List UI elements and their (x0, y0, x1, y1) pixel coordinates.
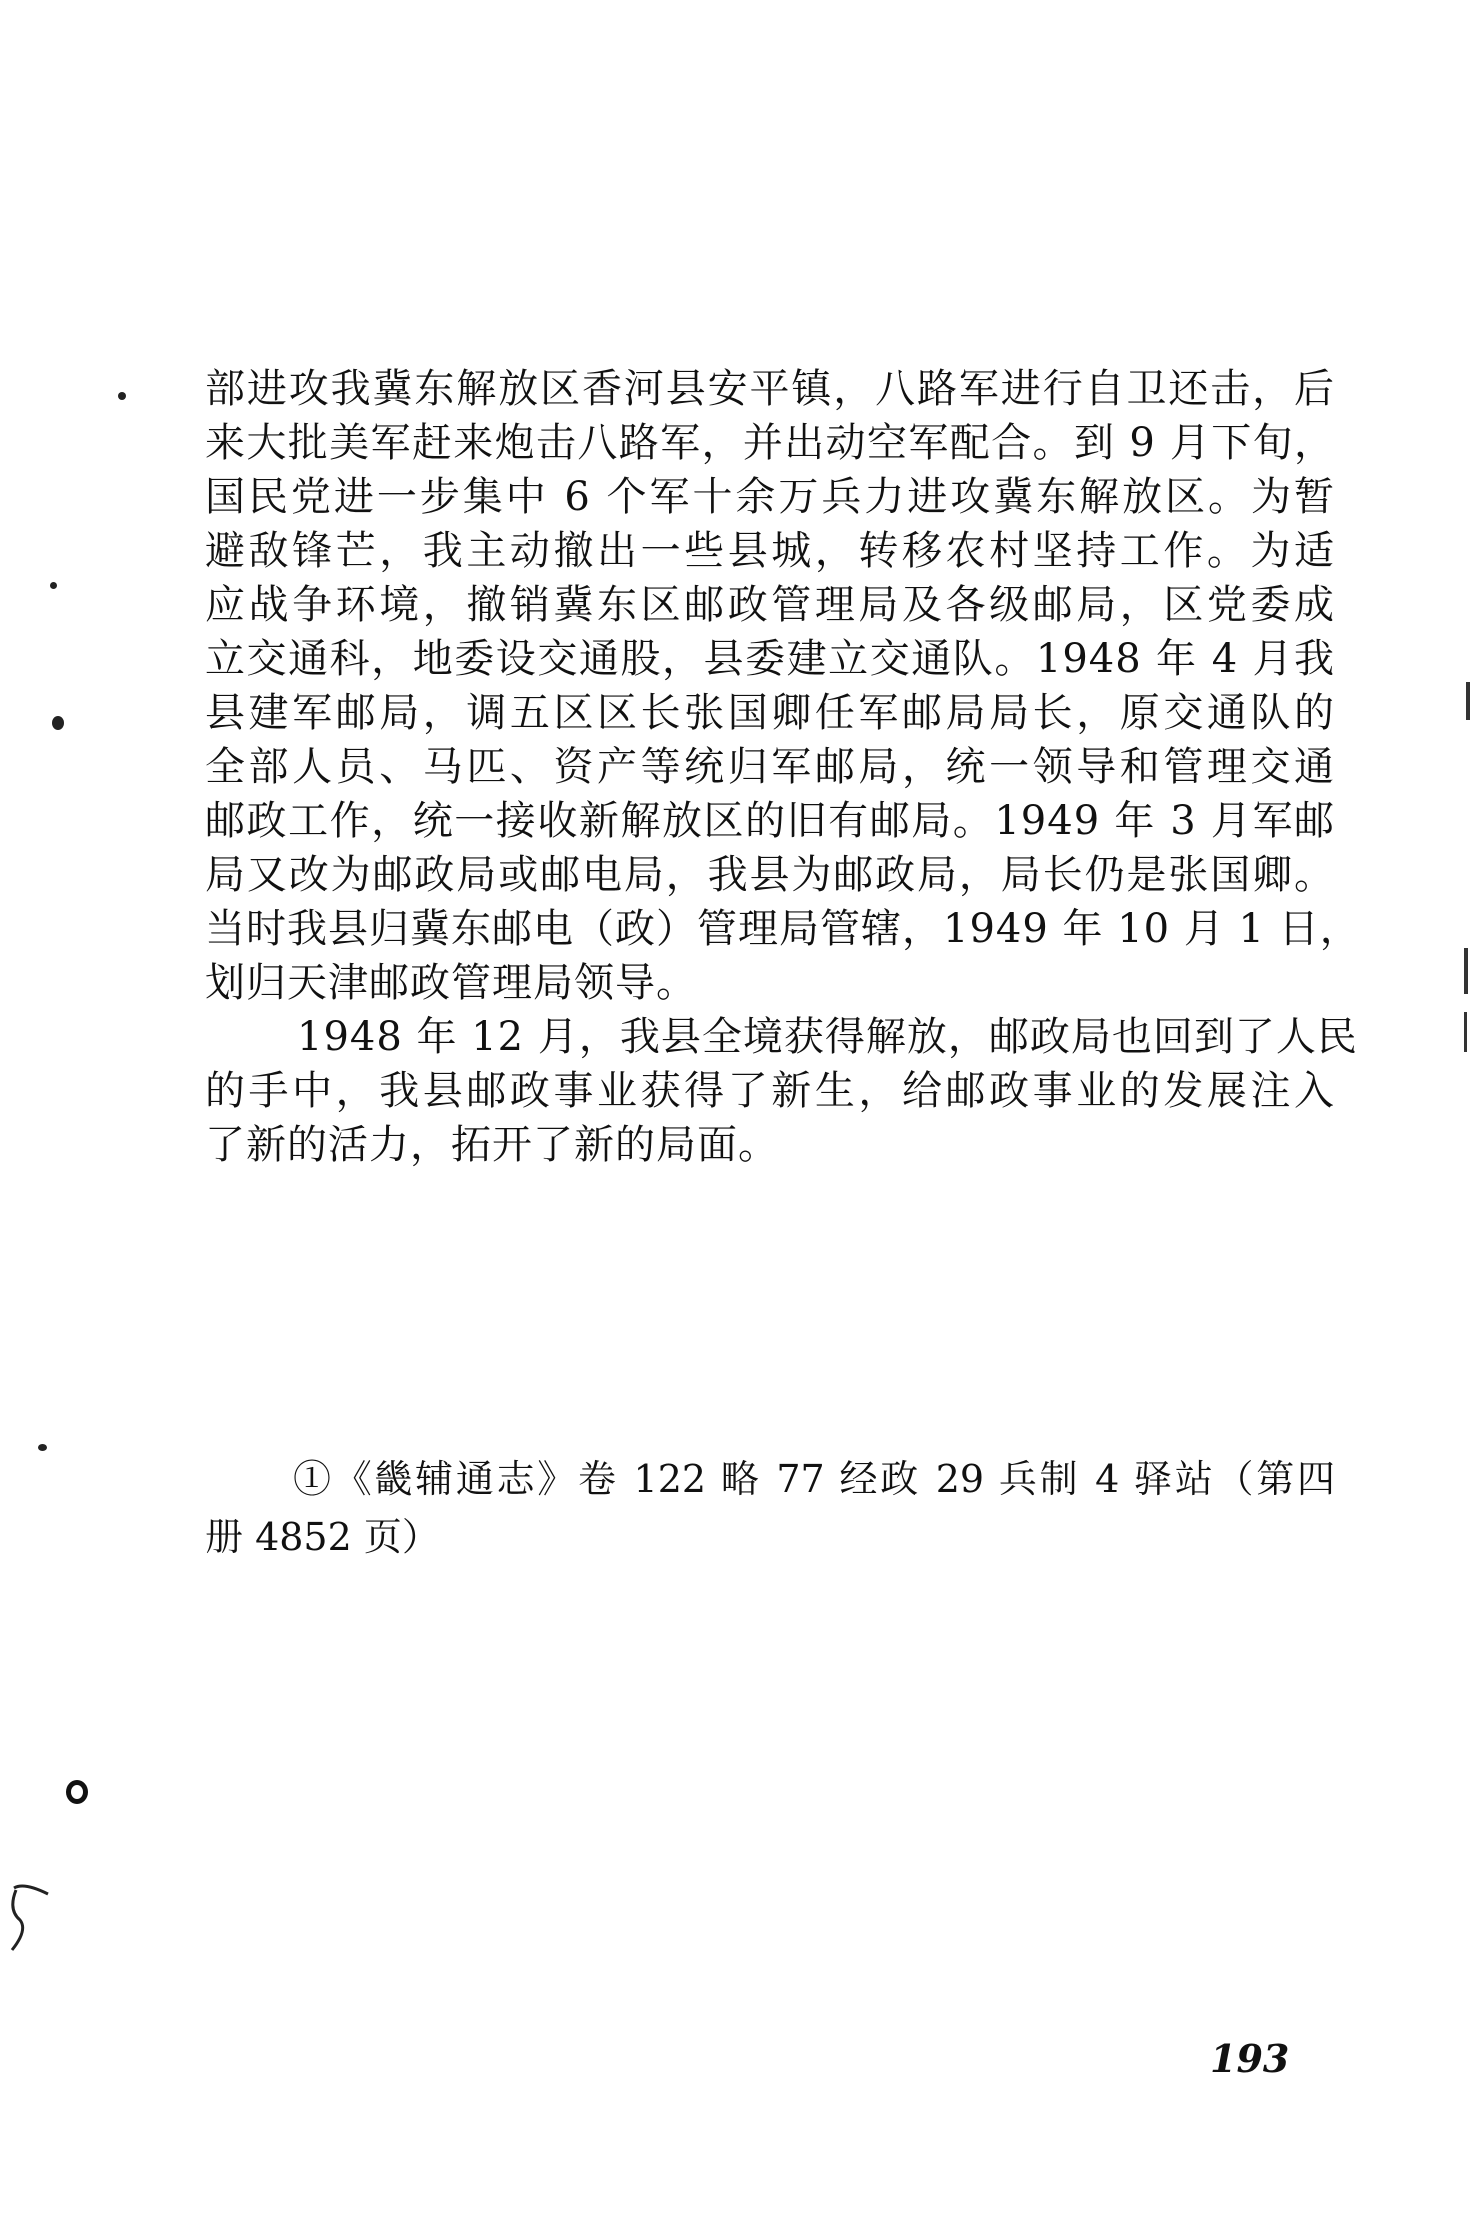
text-line: 避敌锋芒，我主动撤出一些县城，转移农村坚持工作。为适 (205, 528, 1335, 574)
text-line: 国民党进一步集中 6 个军十余万兵力进攻冀东解放区。为暂 (205, 474, 1335, 520)
text-line: 来大批美军赶来炮击八路军，并出动空军配合。到 9 月下旬， (205, 420, 1335, 466)
text-line: 县建军邮局，调五区区长张国卿任军邮局局长，原交通队的 (205, 690, 1335, 736)
text-line: 划归天津邮政管理局领导。 (205, 960, 697, 1006)
scan-edge-mark (1466, 682, 1470, 720)
paragraph-2 (205, 1010, 1358, 1172)
scan-speck (52, 716, 64, 730)
scan-speck (118, 392, 126, 400)
text-line: 全部人员、马匹、资产等统归军邮局，统一领导和管理交通 (205, 744, 1335, 790)
scan-ring-mark (66, 1780, 88, 1804)
scan-speck (38, 1444, 47, 1451)
footnote (205, 1450, 1335, 1566)
body-text (205, 362, 1361, 1172)
scan-edge-mark (1464, 948, 1468, 994)
scan-edge-mark (1464, 1012, 1467, 1052)
scan-speck (50, 582, 57, 589)
text-line: 了新的活力，拓开了新的局面。 (205, 1122, 779, 1168)
text-line: 当时我县归冀东邮电（政）管理局管辖，1949 年 10 月 1 日， (205, 906, 1361, 952)
text-line: 部进攻我冀东解放区香河县安平镇，八路军进行自卫还击，后 (205, 366, 1335, 412)
text-line: 局又改为邮政局或邮电局，我县为邮政局，局长仍是张国卿。 (205, 852, 1335, 898)
text-line: 1948 年 12 月，我县全境获得解放，邮政局也回到了人民 (297, 1014, 1358, 1060)
paragraph-1 (205, 362, 1361, 1010)
text-line: 应战争环境，撤销冀东区邮政管理局及各级邮局，区党委成 (205, 582, 1335, 628)
scan-scribble-mark (4, 1880, 54, 1960)
footnote-line: 册 4852 页） (205, 1515, 440, 1559)
text-line: 邮政工作，统一接收新解放区的旧有邮局。1949 年 3 月军邮 (205, 798, 1335, 844)
page-number: 193 (1210, 2036, 1290, 2081)
text-line: 立交通科，地委设交通股，县委建立交通队。1948 年 4 月我 (205, 636, 1335, 682)
text-line: 的手中，我县邮政事业获得了新生，给邮政事业的发展注入 (205, 1068, 1335, 1114)
footnote-line: ①《畿辅通志》卷 122 略 77 经政 29 兵制 4 驿站（第四 (293, 1457, 1335, 1501)
